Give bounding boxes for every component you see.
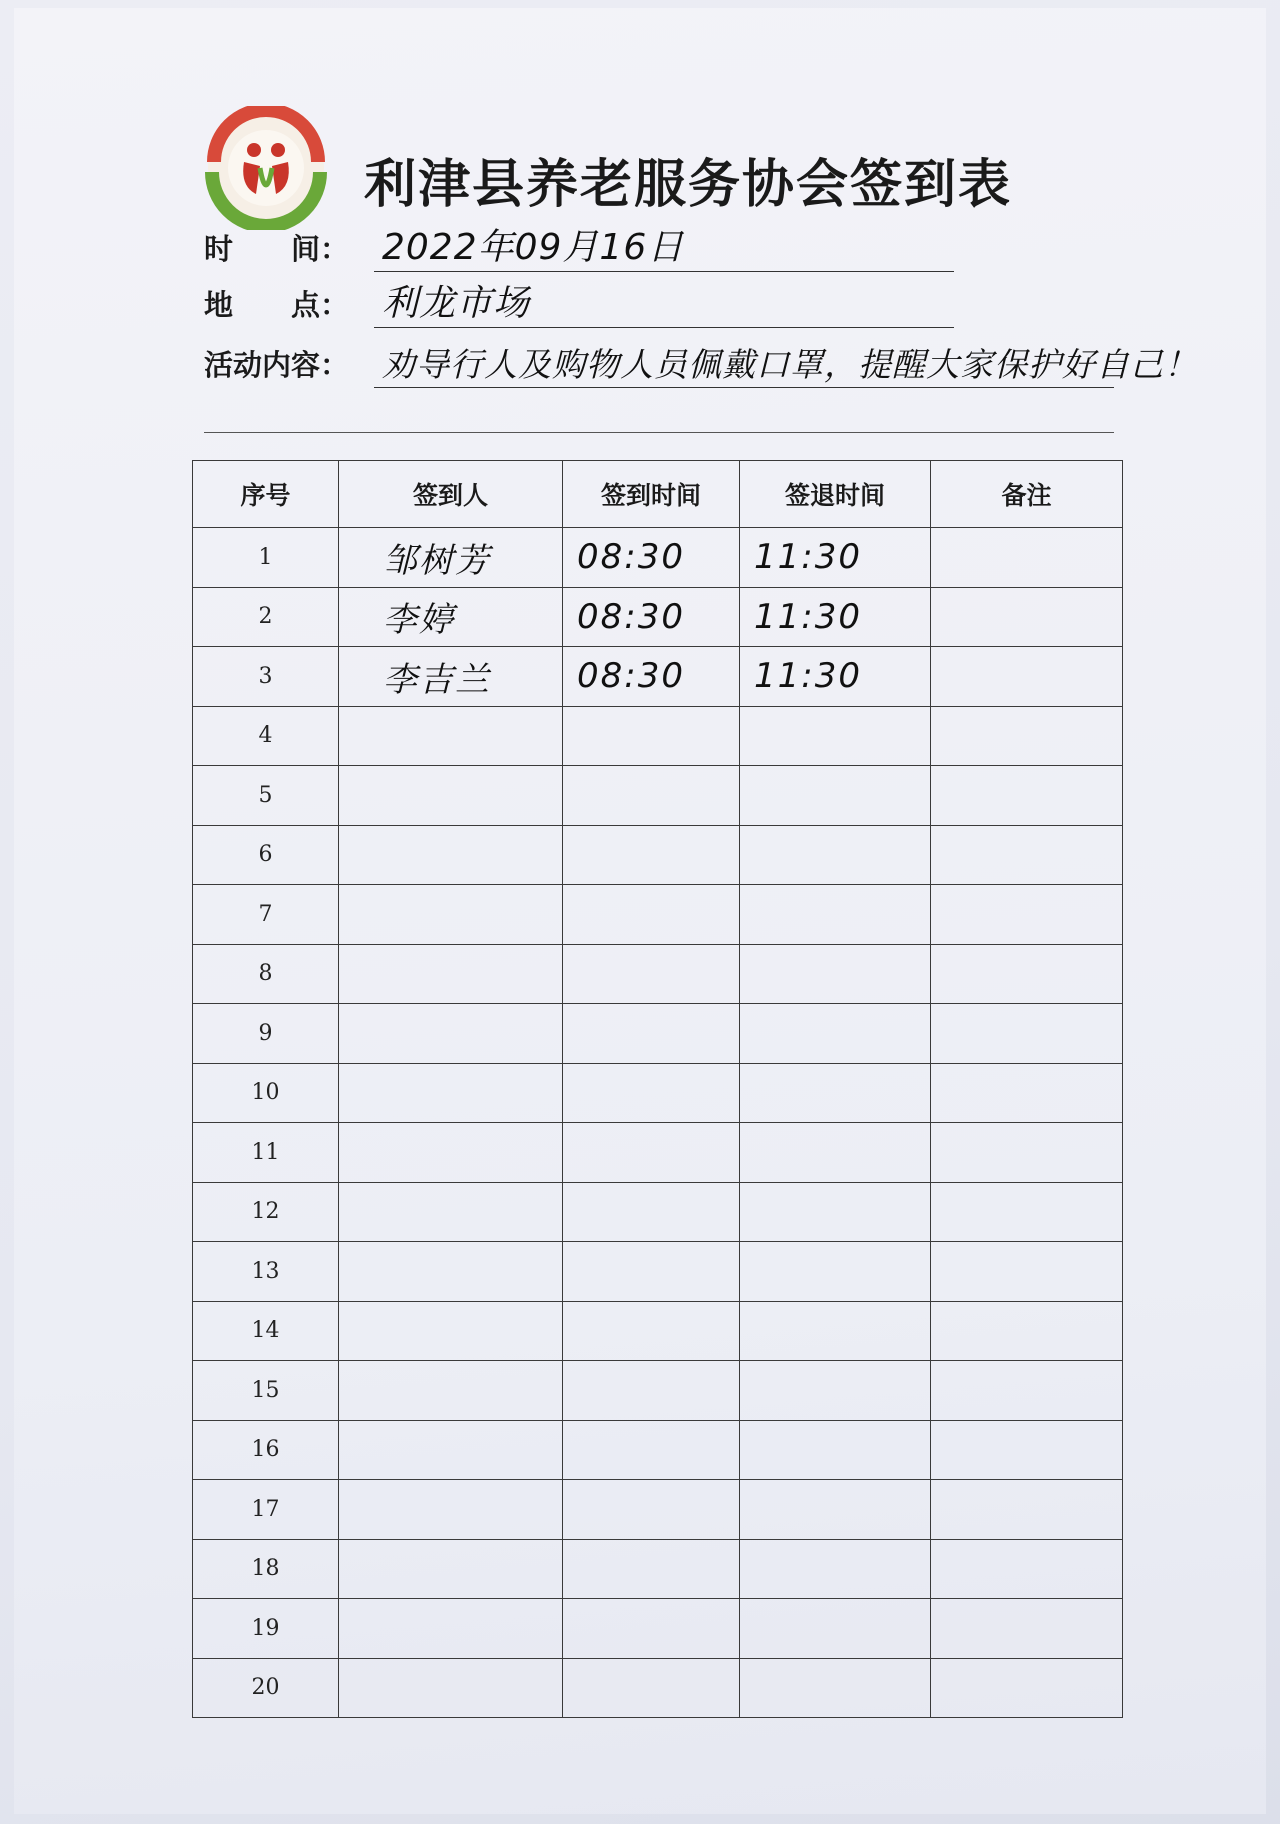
cell-checkin-time: 08:30 [563, 528, 740, 588]
cell-checkin-time [563, 1063, 740, 1123]
cell-note [931, 1539, 1123, 1599]
header-checkin: 签到时间 [563, 461, 740, 528]
table-row [193, 1301, 1123, 1361]
cell-checkin-time [563, 1182, 740, 1242]
cell-seq: 14 [193, 1301, 339, 1361]
cell-checkin-time [563, 1539, 740, 1599]
cell-note [931, 825, 1123, 885]
cell-seq: 8 [193, 944, 339, 1004]
cell-checkout-time [740, 1599, 931, 1659]
cell-signer [339, 825, 563, 885]
cell-seq: 7 [193, 885, 339, 945]
cell-seq: 19 [193, 1599, 339, 1659]
header-checkout: 签退时间 [740, 461, 931, 528]
cell-checkout-time [740, 706, 931, 766]
cell-signer [339, 706, 563, 766]
cell-note [931, 1480, 1123, 1540]
cell-signer [339, 766, 563, 826]
table-row [193, 647, 1123, 707]
cell-signer: 李吉兰 [339, 647, 563, 707]
cell-note [931, 1420, 1123, 1480]
cell-checkin-time [563, 706, 740, 766]
cell-seq: 20 [193, 1658, 339, 1718]
cell-note [931, 706, 1123, 766]
info-content-row [204, 338, 1198, 388]
cell-checkin-time [563, 1242, 740, 1302]
cell-signer [339, 1658, 563, 1718]
cell-checkin-time: 08:30 [563, 587, 740, 647]
cell-checkout-time [740, 1658, 931, 1718]
place-label: 地 点： [204, 288, 350, 322]
table-row [193, 1242, 1123, 1302]
cell-checkin-time [563, 1301, 740, 1361]
content-value: 劝导行人及购物人员佩戴口罩，提醒大家保护好自己！ [382, 345, 1198, 384]
table-row [193, 1420, 1123, 1480]
table-row [193, 1658, 1123, 1718]
cell-checkout-time [740, 1182, 931, 1242]
cell-seq: 12 [193, 1182, 339, 1242]
sheet-header [204, 104, 1104, 234]
table-row [193, 528, 1123, 588]
cell-checkout-time: 11:30 [740, 587, 931, 647]
association-logo-icon [204, 106, 328, 230]
cell-signer [339, 1123, 563, 1183]
cell-signer [339, 944, 563, 1004]
cell-note [931, 1063, 1123, 1123]
cell-signer [339, 1599, 563, 1659]
cell-note [931, 647, 1123, 707]
cell-signer [339, 1420, 563, 1480]
cell-signer [339, 1182, 563, 1242]
time-underline [374, 271, 954, 272]
cell-seq: 1 [193, 528, 339, 588]
cell-checkin-time [563, 825, 740, 885]
cell-checkout-time [740, 766, 931, 826]
cell-note [931, 1242, 1123, 1302]
table-row [193, 1004, 1123, 1064]
cell-checkout-time [740, 1063, 931, 1123]
separator-line [204, 432, 1114, 433]
cell-signer [339, 1361, 563, 1421]
cell-checkout-time [740, 944, 931, 1004]
cell-checkin-time [563, 944, 740, 1004]
page-title: 利津县养老服务协会签到表 [364, 154, 1013, 215]
cell-checkout-time: 11:30 [740, 647, 931, 707]
cell-signer [339, 1004, 563, 1064]
table-row [193, 825, 1123, 885]
sign-in-sheet [14, 8, 1266, 1814]
cell-note [931, 766, 1123, 826]
cell-seq: 15 [193, 1361, 339, 1421]
cell-checkin-time [563, 766, 740, 826]
cell-checkin-time [563, 1599, 740, 1659]
cell-checkout-time [740, 1242, 931, 1302]
cell-checkin-time [563, 1420, 740, 1480]
table-row [193, 1539, 1123, 1599]
cell-seq: 9 [193, 1004, 339, 1064]
cell-seq: 3 [193, 647, 339, 707]
cell-checkout-time [740, 825, 931, 885]
cell-checkout-time [740, 1123, 931, 1183]
header-name: 签到人 [339, 461, 563, 528]
cell-checkin-time [563, 1004, 740, 1064]
cell-checkin-time [563, 1658, 740, 1718]
cell-seq: 2 [193, 587, 339, 647]
info-time-row [204, 222, 1184, 272]
cell-checkin-time: 08:30 [563, 647, 740, 707]
table-row [193, 766, 1123, 826]
table-row [193, 1480, 1123, 1540]
cell-seq: 13 [193, 1242, 339, 1302]
table-row [193, 1182, 1123, 1242]
cell-seq: 6 [193, 825, 339, 885]
cell-note [931, 1361, 1123, 1421]
cell-signer [339, 885, 563, 945]
cell-note [931, 1301, 1123, 1361]
content-underline [374, 387, 1114, 388]
table-row [193, 706, 1123, 766]
table-row [193, 944, 1123, 1004]
cell-note [931, 1123, 1123, 1183]
cell-seq: 17 [193, 1480, 339, 1540]
table-row [193, 1063, 1123, 1123]
table-header-row [193, 461, 1123, 528]
cell-seq: 4 [193, 706, 339, 766]
cell-seq: 5 [193, 766, 339, 826]
cell-seq: 16 [193, 1420, 339, 1480]
cell-seq: 11 [193, 1123, 339, 1183]
table-row [193, 1123, 1123, 1183]
cell-seq: 10 [193, 1063, 339, 1123]
cell-checkout-time [740, 1420, 931, 1480]
table-row [193, 587, 1123, 647]
cell-checkin-time [563, 1480, 740, 1540]
cell-signer [339, 1480, 563, 1540]
cell-checkout-time [740, 1539, 931, 1599]
cell-note [931, 944, 1123, 1004]
place-value: 利龙市场 [382, 283, 531, 324]
cell-note [931, 1658, 1123, 1718]
cell-seq: 18 [193, 1539, 339, 1599]
cell-note [931, 885, 1123, 945]
cell-signer: 李婷 [339, 587, 563, 647]
cell-note [931, 1182, 1123, 1242]
table-body [193, 528, 1123, 1718]
content-label: 活动内容： [204, 348, 350, 382]
cell-note [931, 1599, 1123, 1659]
cell-checkin-time [563, 1361, 740, 1421]
cell-note [931, 587, 1123, 647]
cell-signer [339, 1063, 563, 1123]
time-value: 2022年09月16日 [382, 227, 685, 268]
table-row [193, 1599, 1123, 1659]
info-place-row [204, 278, 1184, 328]
cell-signer: 邹树芳 [339, 528, 563, 588]
cell-checkout-time [740, 1480, 931, 1540]
header-note: 备注 [931, 461, 1123, 528]
cell-checkout-time [740, 1301, 931, 1361]
sign-in-table [192, 460, 1123, 1718]
cell-checkout-time [740, 1004, 931, 1064]
cell-signer [339, 1242, 563, 1302]
cell-signer [339, 1301, 563, 1361]
cell-checkin-time [563, 1123, 740, 1183]
cell-checkout-time: 11:30 [740, 528, 931, 588]
table-row [193, 1361, 1123, 1421]
place-underline [374, 327, 954, 328]
cell-signer [339, 1539, 563, 1599]
cell-note [931, 1004, 1123, 1064]
cell-checkin-time [563, 885, 740, 945]
header-seq: 序号 [193, 461, 339, 528]
cell-note [931, 528, 1123, 588]
cell-checkout-time [740, 1361, 931, 1421]
time-label: 时 间： [204, 232, 350, 266]
cell-checkout-time [740, 885, 931, 945]
table-row [193, 885, 1123, 945]
